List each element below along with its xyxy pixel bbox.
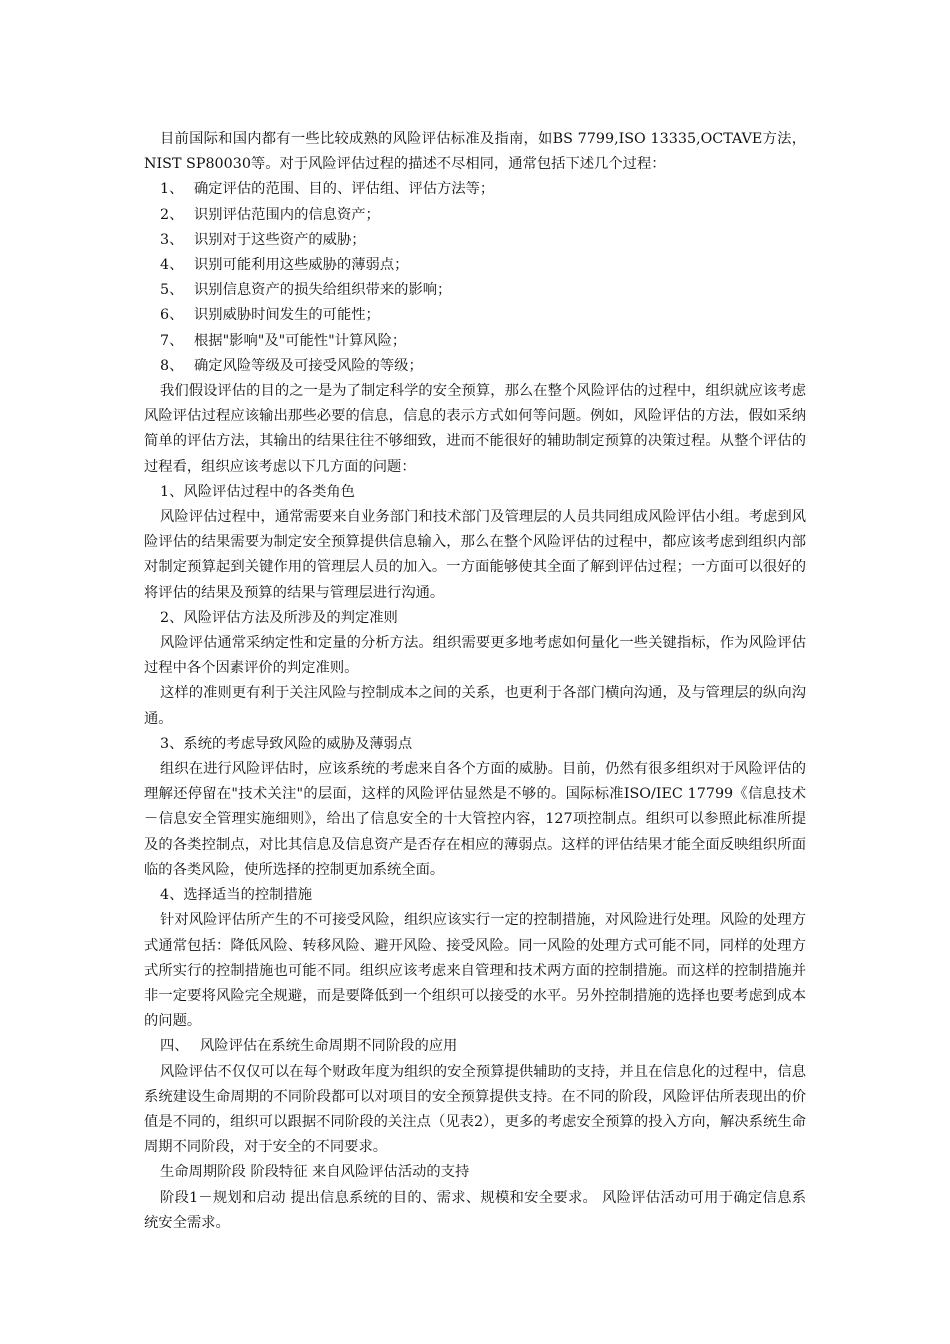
criteria-paragraph: 这样的准则更有利于关注风险与控制成本之间的关系，也更利于各部门横向沟通，及与管理层的纵向沟通。 <box>144 685 806 727</box>
list-item-number: 2、 <box>160 206 184 223</box>
list-item-text: 识别评估范围内的信息资产； <box>194 206 380 223</box>
list-item <box>144 177 806 202</box>
list-item-number: 8、 <box>160 357 184 374</box>
section-heading-lifecycle <box>144 1034 806 1059</box>
process-steps-list <box>144 177 806 379</box>
list-item-text: 确定风险等级及可接受风险的等级； <box>194 357 423 374</box>
list-item <box>144 303 806 328</box>
controls-paragraph: 针对风险评估所产生的不可接受风险，组织应该实行一定的控制措施，对风险进行处理。风险的处理方式通常包括：降低风险、转移风险、避开风险、接受风险。同一风险的处理方式可能不同，同样的处理方式所实行的控制措施也可能不同。组织应该考虑来自管理和技术两方面的控制措施。而这样的控制措施并非一定要将风险完全规避，而是要降低到一个组织可以接受的水平。另外控制措施的选择也要考虑到成本的问题。 <box>144 912 806 1030</box>
list-item-number: 6、 <box>160 307 184 324</box>
section-number: 四、 <box>160 1038 189 1055</box>
heading-methods: 2、风险评估方法及所涉及的判定准则 <box>160 609 398 626</box>
list-item <box>144 354 806 379</box>
list-item <box>144 253 806 278</box>
threats-paragraph: 组织在进行风险评估时，应该系统的考虑来自各个方面的威胁。目前，仍然有很多组织对于风险评估的理解还停留在"技术关注"的层面，这样的风险评估显然是不够的。国际标准ISO/IEC 17799《信息技术－信息安全管理实施细则》，给出了信息安全的十大管控内容，127项控制点。组织可以参照此标准所提及的各类控制点，对比其信息及信息资产是否存在相应的薄弱点。这样的评估结果才能全面反映组织所面临的各类风险，使所选择的控制更加系统全面。 <box>144 761 806 878</box>
table-header-line: 生命周期阶段 阶段特征 来自风险评估活动的支持 <box>160 1164 470 1181</box>
lifecycle-paragraph: 风险评估不仅仅可以在每个财政年度为组织的安全预算提供辅助的支持，并且在信息化的过程中，信息系统建设生命周期的不同阶段都可以对项目的安全预算提供支持。在不同的阶段，风险评估所表现出的价值是不同的，组织可以跟据不同阶段的关注点（见表2），更多的考虑安全预算的投入方向，解决系统生命周期不同阶段，对于安全的不同要求。 <box>144 1063 806 1156</box>
list-item-text: 识别可能利用这些威胁的薄弱点； <box>194 257 409 274</box>
table-row-phase1: 阶段1－规划和启动 提出信息系统的目的、需求、规模和安全要求。 风险评估活动可用于确定信息系统安全需求。 <box>144 1189 806 1231</box>
heading-threats: 3、系统的考虑导致风险的威胁及薄弱点 <box>160 735 413 752</box>
list-item <box>144 203 806 228</box>
roles-paragraph: 风险评估过程中，通常需要来自业务部门和技术部门及管理层的人员共同组成风险评估小组。考虑到风险评估的结果需要为制定安全预算提供信息输入，那么在整个风险评估的过程中，都应该考虑到组织内部对制定预算起到关键作用的管理层人员的加入。一方面能够使其全面了解到评估过程；一方面可以很好的将评估的结果及预算的结果与管理层进行沟通。 <box>144 509 806 601</box>
heading-controls: 4、选择适当的控制措施 <box>160 887 313 904</box>
list-item-number: 4、 <box>160 257 184 274</box>
list-item-text: 确定评估的范围、目的、评估组、评估方法等； <box>194 181 495 198</box>
methods-paragraph: 风险评估通常采纳定性和定量的分析方法。组织需要更多地考虑如何量化一些关键指标，作为风险评估过程中各个因素评价的判定准则。 <box>144 635 806 677</box>
list-item-number: 5、 <box>160 282 184 299</box>
list-item-number: 1、 <box>160 181 184 198</box>
list-item-text: 识别威胁时间发生的可能性； <box>194 307 380 324</box>
list-item <box>144 329 806 354</box>
section-title: 风险评估在系统生命周期不同阶段的应用 <box>200 1038 458 1055</box>
list-item <box>144 278 806 303</box>
list-item-number: 7、 <box>160 332 184 349</box>
list-item-text: 识别信息资产的损失给组织带来的影响； <box>194 282 452 299</box>
list-item <box>144 228 806 253</box>
budget-paragraph: 我们假设评估的目的之一是为了制定科学的安全预算，那么在整个风险评估的过程中，组织就应该考虑风险评估过程应该输出那些必要的信息，信息的表示方式如何等问题。例如，风险评估的方法，假如采纳简单的评估方法，其输出的结果往往不够细致，进而不能很好的辅助制定预算的决策过程。从整个评估的过程看，组织应该考虑以下几方面的问题： <box>144 383 806 475</box>
heading-roles: 1、风险评估过程中的各类角色 <box>160 483 355 500</box>
list-item-number: 3、 <box>160 231 184 248</box>
list-item-text: 根据"影响"及"可能性"计算风险； <box>194 332 407 349</box>
list-item-text: 识别对于这些资产的威胁； <box>194 231 366 248</box>
intro-paragraph: 目前国际和国内都有一些比较成熟的风险评估标准及指南，如BS 7799,ISO 13335,OCTAVE方法，NIST SP80030等。对于风险评估过程的描述不尽相同，通常包括下述几个过程： <box>144 131 806 173</box>
